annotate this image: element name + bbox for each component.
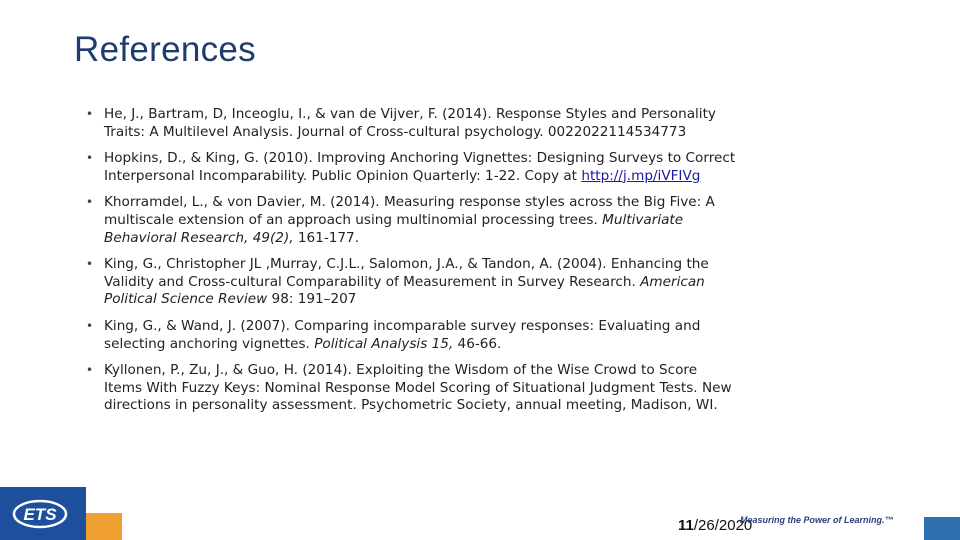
journal-title: Political Analysis 15, [314,335,454,352]
ets-logo-icon [0,487,86,540]
journal-title: Multivariate Behavioral Research, 49(2), [104,211,684,246]
reference-pages: 46-66. [453,335,502,352]
reference-item [86,194,736,247]
reference-pages: 161-177. [293,229,360,246]
reference-list [86,106,736,424]
date-day: 11 [678,517,694,534]
reference-text: Kyllonen, P., Zu, J., & Guo, H. (2014). Exploiting the Wisdom of the Wise Crowd to Score Items With Fuzzy Keys: Nominal Response Model Scoring of Situational Judgment Tests. New directions in personality assessment. Psychometric Society, annual meeting, Madison, WI. [104,362,732,414]
reference-item [86,106,736,141]
reference-item [86,362,736,415]
slide-title: References [74,30,256,69]
reference-text: Khorramdel, L., & von Davier, M. (2014). Measuring response styles across the Big Five: A multiscale extension of an approach using multinomial processing trees. [104,194,715,228]
ets-logo [0,487,86,540]
date-rest: /26/2020 [693,517,753,534]
svg-text:ETS: ETS [23,505,57,524]
reference-text: King, G., Christopher JL ,Murray, C.J.L., Salomon, J.A., & Tandon, A. (2004). Enhancing the Validity and Cross-cultural Comparability of Measurement in Survey Research. [104,256,709,290]
reference-link[interactable]: http://j.mp/iVFIVg [581,167,701,184]
reference-pages: 98: 191–207 [267,291,357,308]
reference-item [86,150,736,185]
journal-title: American Political Science Review [104,273,705,308]
footer-accent-block [86,513,122,540]
reference-text: Hopkins, D., & King, G. (2010). Improving Anchoring Vignettes: Designing Surveys to Correct Interpersonal Incomparability. Public Opinion Quarterly: 1-22. Copy at [104,150,736,184]
reference-item [86,256,736,309]
footer-corner-block [924,517,960,540]
reference-text: He, J., Bartram, D, Inceoglu, I., & van de Vijver, F. (2014). Response Styles and Personality Traits: A Multilevel Analysis. Journal of Cross-cultural psychology. 0022022114534773 [104,106,716,140]
footer-tagline: Measuring the Power of Learning.™ [740,515,894,525]
reference-item [86,318,736,353]
reference-text: King, G., & Wand, J. (2007). Comparing incomparable survey responses: Evaluating and selecting anchoring vignettes. [104,317,701,352]
